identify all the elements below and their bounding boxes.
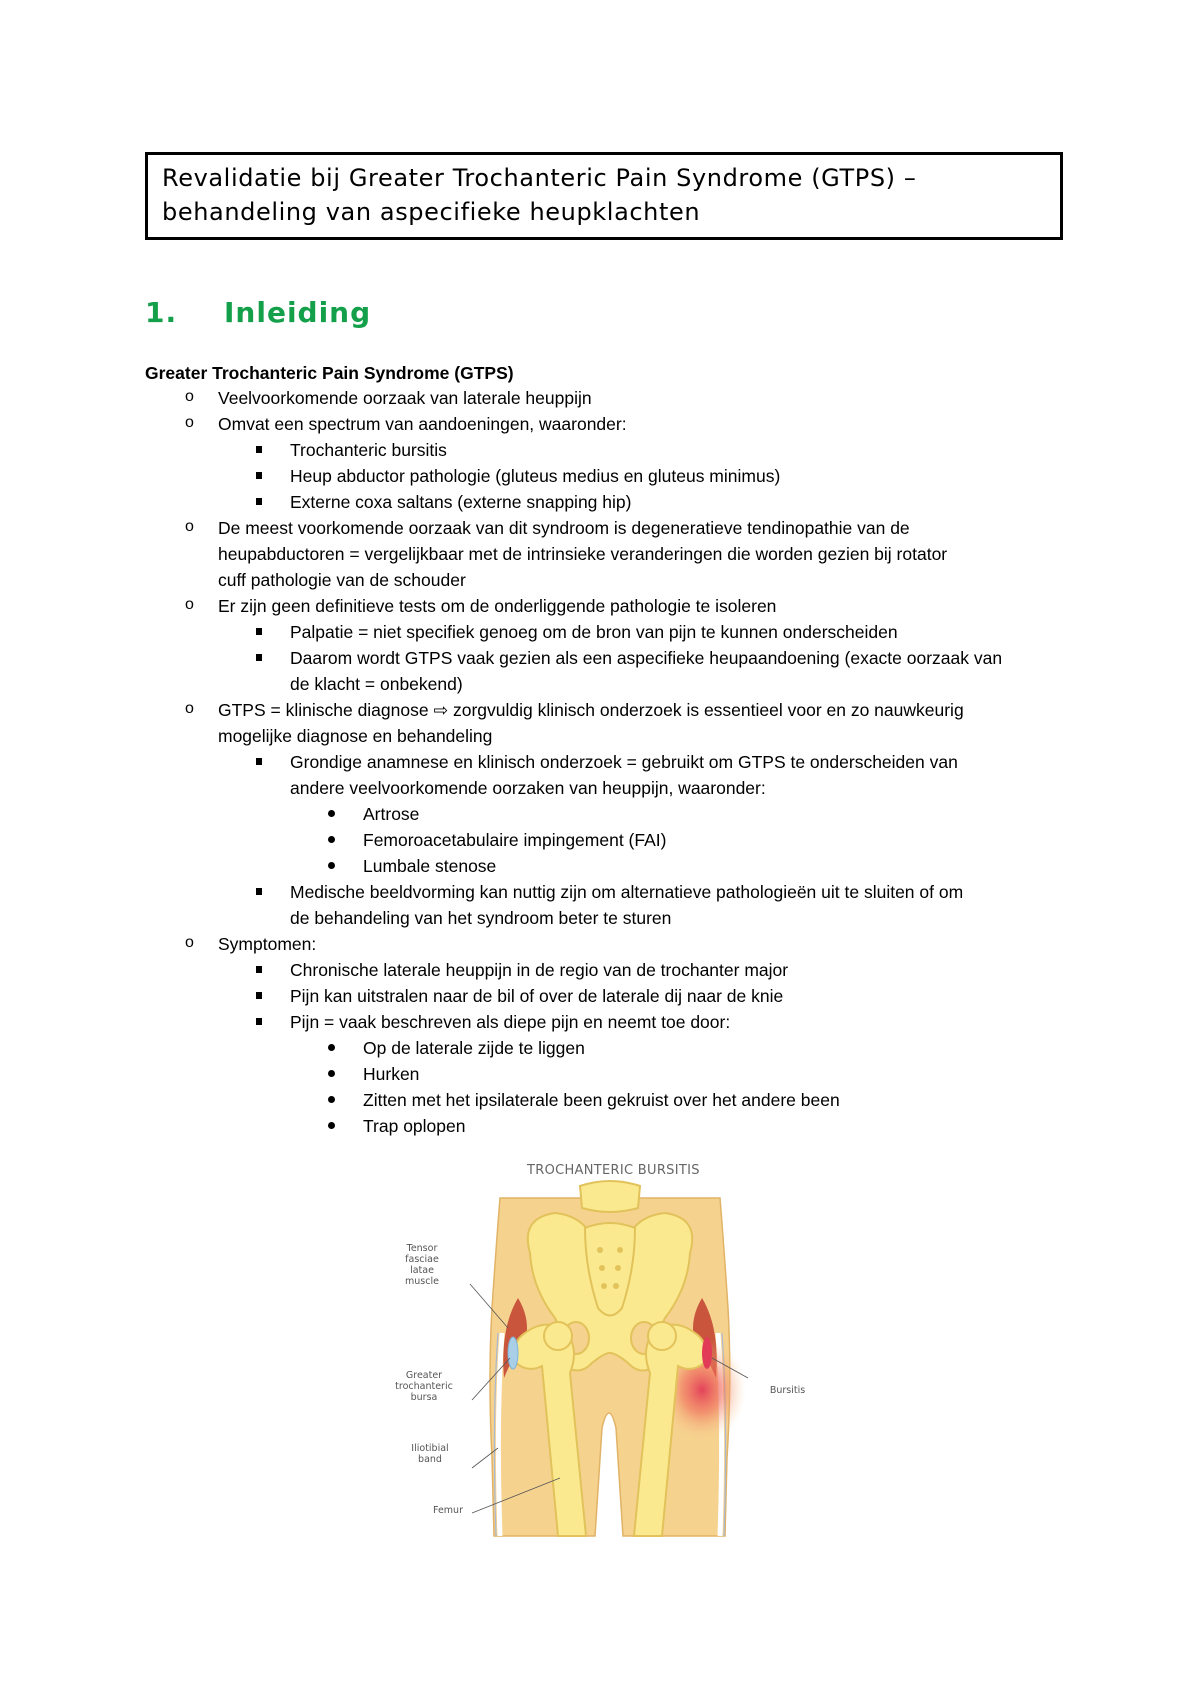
square-bullet-icon xyxy=(256,966,262,973)
dot-bullet-icon xyxy=(328,836,335,843)
figure-title: TROCHANTERIC BURSITIS xyxy=(527,1163,700,1178)
list-item: Hurken xyxy=(363,1064,420,1084)
list-item: Medische beeldvorming kan nuttig zijn om alternatieve pathologieën uit te sluiten of om xyxy=(290,882,964,902)
square-bullet-icon xyxy=(256,992,262,999)
list-item-continuation: andere veelvoorkomende oorzaken van heuppijn, waaronder: xyxy=(290,778,766,798)
title-line-2: behandeling van aspecifieke heupklachten xyxy=(162,198,701,226)
list-item: Trochanteric bursitis xyxy=(290,440,447,460)
square-bullet-icon xyxy=(256,654,262,661)
bullet-marker-o: o xyxy=(185,388,194,405)
list-item: Trap oplopen xyxy=(363,1116,466,1136)
list-item: Er zijn geen definitieve tests om de onderliggende pathologie te isoleren xyxy=(218,596,777,616)
list-item: Daarom wordt GTPS vaak gezien als een aspecifieke heupaandoening (exacte oorzaak van xyxy=(290,648,1003,668)
label-bursitis: Bursitis xyxy=(769,1385,806,1396)
square-bullet-icon xyxy=(256,758,262,765)
section-number: 1. xyxy=(145,296,178,329)
list-item: Externe coxa saltans (externe snapping hip) xyxy=(290,492,632,512)
list-item-continuation: de klacht = onbekend) xyxy=(290,674,463,694)
bullet-marker-o: o xyxy=(185,414,194,431)
list-item: Pijn = vaak beschreven als diepe pijn en neemt toe door: xyxy=(290,1012,731,1032)
greater-trochanteric-bursa xyxy=(508,1337,518,1369)
list-item: Palpatie = niet specifiek genoeg om de bron van pijn te kunnen onderscheiden xyxy=(290,622,898,642)
list-item: GTPS = klinische diagnose ⇨ zorgvuldig klinisch onderzoek is essentieel voor en zo nauwkeurig xyxy=(218,700,964,720)
subheading: Greater Trochanteric Pain Syndrome (GTPS) xyxy=(145,363,514,383)
bullet-marker-o: o xyxy=(185,934,194,951)
list-item: Zitten met het ipsilaterale been gekruist over het andere been xyxy=(363,1090,840,1110)
list-item-continuation: cuff pathologie van de schouder xyxy=(218,570,466,590)
dot-bullet-icon xyxy=(328,862,335,869)
square-bullet-icon xyxy=(256,1018,262,1025)
inflamed-bursa xyxy=(702,1337,712,1369)
list-item: Omvat een spectrum van aandoeningen, waaronder: xyxy=(218,414,627,434)
list-item: Femoroacetabulaire impingement (FAI) xyxy=(363,830,667,850)
list-item: Op de laterale zijde te liggen xyxy=(363,1038,585,1058)
dot-bullet-icon xyxy=(328,1122,335,1129)
list-item: Artrose xyxy=(363,804,420,824)
list-item: Grondige anamnese en klinisch onderzoek = gebruikt om GTPS te onderscheiden van xyxy=(290,752,958,772)
list-item-continuation: heupabductoren = vergelijkbaar met de intrinsieke veranderingen die worden gezien bij rotator xyxy=(218,544,948,564)
bullet-marker-o: o xyxy=(185,700,194,717)
list-item: Chronische laterale heuppijn in de regio van de trochanter major xyxy=(290,960,789,980)
list-item: Lumbale stenose xyxy=(363,856,497,876)
title-box xyxy=(145,152,1063,240)
dot-bullet-icon xyxy=(328,1070,335,1077)
square-bullet-icon xyxy=(256,628,262,635)
list-item: Symptomen: xyxy=(218,934,317,954)
list-item-continuation: mogelijke diagnose en behandeling xyxy=(218,726,493,746)
dot-bullet-icon xyxy=(328,1096,335,1103)
label-femur: Femur xyxy=(433,1505,463,1516)
label-iliotibial-band: Iliotibial band xyxy=(411,1443,449,1465)
trochanteric-bursitis-illustration xyxy=(380,1158,835,1548)
bullet-marker-o: o xyxy=(185,596,194,613)
label-greater-trochanteric-bursa: Greater trochanteric bursa xyxy=(395,1370,453,1403)
section-title: Inleiding xyxy=(224,296,372,329)
list-item: Heup abductor pathologie (gluteus medius en gluteus minimus) xyxy=(290,466,781,486)
dot-bullet-icon xyxy=(328,1044,335,1051)
bullet-marker-o: o xyxy=(185,518,194,535)
square-bullet-icon xyxy=(256,472,262,479)
title-line-1: Revalidatie bij Greater Trochanteric Pain Syndrome (GTPS) – xyxy=(162,164,917,192)
square-bullet-icon xyxy=(256,446,262,453)
lumbar-vertebra xyxy=(580,1181,640,1212)
dot-bullet-icon xyxy=(328,810,335,817)
section-heading xyxy=(145,296,371,329)
list-item-continuation: de behandeling van het syndroom beter te sturen xyxy=(290,908,672,928)
list-item: De meest voorkomende oorzaak van dit syndroom is degeneratieve tendinopathie van de xyxy=(218,518,910,538)
list-item: Pijn kan uitstralen naar de bil of over de laterale dij naar de knie xyxy=(290,986,784,1006)
list-item: Veelvoorkomende oorzaak van laterale heuppijn xyxy=(218,388,592,408)
square-bullet-icon xyxy=(256,888,262,895)
square-bullet-icon xyxy=(256,498,262,505)
label-tfl: Tensor fasciae latae muscle xyxy=(405,1243,439,1287)
